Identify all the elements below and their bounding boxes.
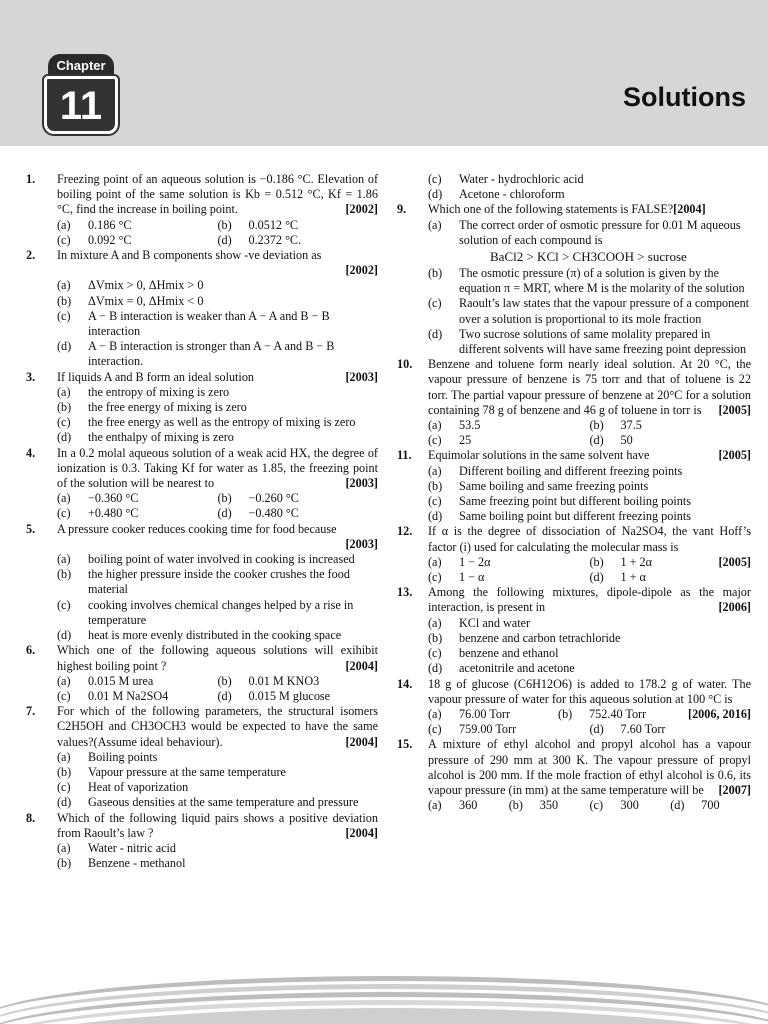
option-a: (a) 360 bbox=[428, 798, 478, 813]
question-11 bbox=[397, 448, 751, 524]
question-number: 11. bbox=[397, 448, 412, 463]
question-15 bbox=[397, 737, 751, 813]
option-b: (b) 0.01 M KNO3 bbox=[217, 673, 320, 688]
option-c: (c) 759.00 Torr bbox=[428, 722, 517, 737]
year-tag: [2004] bbox=[345, 658, 378, 673]
right-column bbox=[397, 172, 751, 813]
year-tag: [2006, 2016] bbox=[688, 706, 751, 721]
question-8-continued bbox=[397, 172, 751, 202]
question-7 bbox=[26, 704, 378, 810]
year-tag: [2005] bbox=[718, 448, 751, 463]
option-d: (d) 0.2372 °C. bbox=[217, 232, 302, 247]
option-a: (a) 1 − 2α bbox=[428, 554, 491, 569]
option-c: (c) the free energy as well as the entropy of mixing is zero bbox=[57, 415, 356, 430]
option-b: (b) 0.0512 °C bbox=[217, 217, 299, 232]
year-tag: [2003] bbox=[345, 369, 378, 384]
option-b: (b) Same boiling and same freezing points bbox=[428, 478, 649, 493]
year-tag: [2002] bbox=[345, 202, 378, 217]
option-d: (d) the enthalpy of mixing is zero bbox=[57, 430, 234, 445]
question-text: Freezing point of an aqueous solution is −0.186 °C. Elevation of boiling point of the same solution is Kb = 0.512 °C, Kf = 1.86 °C, find the increase in boiling point. bbox=[57, 172, 378, 217]
question-number: 4. bbox=[26, 445, 36, 460]
option-a: (a) boiling point of water involved in cooking is increased bbox=[57, 552, 355, 567]
year-tag: [2003] bbox=[345, 536, 378, 551]
option-b: (b) the free energy of mixing is zero bbox=[57, 400, 247, 415]
option-c: (c) Heat of vaporization bbox=[57, 780, 189, 795]
option-b: (b) 1 + 2α [2005] bbox=[589, 554, 751, 569]
option-c: (c) 25 bbox=[428, 433, 472, 448]
question-1 bbox=[26, 172, 378, 248]
option-a: (a) Different boiling and different freezing points bbox=[428, 463, 683, 478]
option-c: (c) 0.092 °C bbox=[57, 232, 132, 247]
option-b: (b) Vapour pressure at the same temperature bbox=[57, 764, 286, 779]
question-text: A pressure cooker reduces cooking time for food because bbox=[57, 521, 337, 536]
question-text: For which of the following parameters, the structural isomers C2H5OH and CH3OCH3 would be expected to have the same values?(Assume ideal behaviour). bbox=[57, 704, 378, 749]
question-text: In mixture A and B components show -ve deviation as bbox=[57, 248, 322, 263]
option-c: (c) benzene and ethanol bbox=[428, 646, 559, 661]
question-9 bbox=[397, 202, 751, 357]
question-4 bbox=[26, 446, 378, 522]
question-text: Equimolar solutions in the same solvent have bbox=[428, 448, 650, 463]
question-number: 12. bbox=[397, 524, 413, 539]
question-number: 14. bbox=[397, 676, 413, 691]
year-tag: [2003] bbox=[345, 476, 378, 491]
footer-decoration bbox=[0, 968, 768, 1024]
option-c: (c) Raoult’s law states that the vapour pressure of a component over a solution is proportional to its mole fraction bbox=[428, 296, 750, 326]
question-text: If liquids A and B form an ideal solution bbox=[57, 369, 255, 384]
option-d: (d) Two sucrose solutions of same molality prepared in different solvents will have same freezing point depression bbox=[428, 326, 747, 357]
year-tag: [2002] bbox=[345, 263, 378, 278]
osmotic-order-formula: BaCl2 > KCl > CH3COOH > sucrose bbox=[490, 249, 687, 265]
question-text: If α is the degree of dissociation of Na2SO4, the vant Hoff’s factor (i) used for calculating the molecular mass is bbox=[428, 524, 751, 554]
option-d: (d) Gaseous densities at the same temperature and pressure bbox=[57, 795, 359, 810]
option-b: (b) 752.40 Torr bbox=[558, 706, 647, 721]
option-b: (b) 37.5 bbox=[589, 418, 642, 433]
question-text: 18 g of glucose (C6H12O6) is added to 178.2 g of water. The vapour pressure of water for this aqueous solution at 100 °C is bbox=[428, 676, 751, 706]
option-b: (b) 350 bbox=[508, 798, 559, 813]
option-c: (c) A − B interaction is weaker than A − A and B − B interaction bbox=[57, 308, 330, 339]
option-a: (a) KCl and water bbox=[428, 615, 531, 630]
question-number: 1. bbox=[26, 172, 36, 186]
question-5 bbox=[26, 522, 378, 644]
option-b: (b) benzene and carbon tetrachloride bbox=[428, 630, 621, 645]
option-d: (d) −0.480 °C bbox=[217, 506, 299, 521]
question-8 bbox=[26, 811, 378, 872]
option-b: (b) −0.260 °C bbox=[217, 491, 299, 506]
question-text: Which one of the following aqueous solutions will exihibit highest boiling point ? bbox=[57, 643, 378, 673]
year-tag: [2007] bbox=[718, 782, 751, 797]
option-d: (d) Acetone - chloroform bbox=[428, 187, 565, 202]
option-c: (c) +0.480 °C bbox=[57, 506, 139, 521]
option-a: (a) 0.186 °C bbox=[57, 217, 132, 232]
option-a: (a) −0.360 °C bbox=[57, 491, 139, 506]
option-d: (d) heat is more evenly distributed in the cooking space bbox=[57, 628, 342, 643]
question-number: 7. bbox=[26, 704, 36, 719]
chapter-number: 11 bbox=[44, 76, 118, 134]
question-2 bbox=[26, 248, 378, 370]
year-tag: [2004] bbox=[345, 734, 378, 749]
option-b: (b) the higher pressure inside the cooker crushes the food material bbox=[57, 567, 350, 597]
question-13 bbox=[397, 585, 751, 676]
question-6 bbox=[26, 643, 378, 704]
option-b: (b) ΔVmix = 0, ΔHmix < 0 bbox=[57, 293, 204, 308]
option-a: (a) 76.00 Torr bbox=[428, 706, 511, 721]
year-tag: [2004] bbox=[345, 825, 378, 840]
question-text: Which one of the following statements is FALSE? bbox=[428, 202, 674, 217]
option-a: (a) The correct order of osmotic pressure for 0.01 M aqueous solution of each compound is bbox=[428, 217, 741, 247]
option-c: (c) cooking involves chemical changes helped by a rise in temperature bbox=[57, 597, 354, 627]
option-b: (b) Benzene - methanol bbox=[57, 856, 186, 871]
year-tag: [2006] bbox=[718, 600, 751, 615]
option-a: (a) Boiling points bbox=[57, 749, 158, 764]
question-number: 13. bbox=[397, 585, 413, 600]
question-number: 10. bbox=[397, 357, 413, 372]
left-column bbox=[26, 172, 378, 871]
year-tag: [2005] bbox=[718, 554, 751, 569]
option-c: (c) 300 bbox=[589, 798, 639, 813]
chapter-label: Chapter bbox=[48, 54, 114, 78]
option-c: (c) 0.01 M Na2SO4 bbox=[57, 688, 169, 703]
option-a: (a) 0.015 M urea bbox=[57, 673, 154, 688]
option-d: (d) 7.60 Torr bbox=[589, 722, 666, 737]
option-d: (d) 1 + α bbox=[589, 570, 646, 585]
option-c: (c) 1 − α bbox=[428, 570, 485, 585]
option-b: (b) The osmotic pressure (π) of a solution is given by the equation π = MRT, where M is the molarity of the solution bbox=[428, 266, 745, 296]
question-text: Which of the following liquid pairs shows a positive deviation from Raoult’s law ? bbox=[57, 810, 378, 840]
question-text: A mixture of ethyl alcohol and propyl alcohol has a vapour pressure of 290 mm at 300 K. The vapour pressure of propyl alcohol is 200 mm. If the mole fraction of ethyl alcohol is 0.6, its vapour pressure (in mm) at the same temperature will be bbox=[428, 737, 751, 797]
question-number: 9. bbox=[397, 202, 407, 217]
chapter-badge bbox=[36, 46, 132, 142]
year-tag: [2004] bbox=[673, 202, 706, 217]
question-number: 6. bbox=[26, 643, 36, 658]
question-12 bbox=[397, 524, 751, 585]
option-d: (d) Same boiling point but different freezing points bbox=[428, 509, 691, 524]
option-c: (c) Same freezing point but different boiling points bbox=[428, 494, 691, 509]
option-d: (d) 700 bbox=[670, 798, 720, 813]
question-10 bbox=[397, 357, 751, 448]
question-text: Benzene and toluene form nearly ideal solution. At 20 °C, the vapour pressure of benzene is 75 torr and that of toluene is 22 torr. The partial vapour pressure of benzene at 20°C for a solution containing 78 g of benzene and 46 g of toluene in torr is bbox=[428, 357, 751, 417]
question-number: 8. bbox=[26, 810, 36, 825]
option-d: (d) acetonitrile and acetone bbox=[428, 661, 575, 676]
question-text: Among the following mixtures, dipole-dipole as the major interaction, is present in bbox=[428, 585, 751, 615]
question-text: In a 0.2 molal aqueous solution of a weak acid HX, the degree of ionization is 0.3. Taking Kf for water as 1.85, the freezing point of the solution will be nearest to bbox=[57, 445, 378, 491]
question-number: 15. bbox=[397, 737, 413, 752]
option-a: (a) Water - nitric acid bbox=[57, 840, 177, 855]
option-d: (d) A − B interaction is stronger than A − A and B − B interaction. bbox=[57, 339, 335, 369]
chapter-title: Solutions bbox=[623, 82, 746, 112]
option-a: (a) ΔVmix > 0, ΔHmix > 0 bbox=[57, 278, 204, 293]
question-14 bbox=[397, 677, 751, 738]
option-a: (a) the entropy of mixing is zero bbox=[57, 384, 230, 399]
option-a: (a) 53.5 bbox=[428, 418, 481, 433]
question-number: 5. bbox=[26, 521, 36, 536]
year-tag: [2005] bbox=[718, 402, 751, 417]
option-d: (d) 0.015 M glucose bbox=[217, 688, 331, 703]
chapter-header bbox=[0, 0, 768, 146]
question-3 bbox=[26, 370, 378, 446]
question-number: 3. bbox=[26, 369, 36, 384]
option-d: (d) 50 bbox=[589, 433, 633, 448]
question-number: 2. bbox=[26, 248, 36, 263]
option-c: (c) Water - hydrochloric acid bbox=[428, 172, 584, 186]
